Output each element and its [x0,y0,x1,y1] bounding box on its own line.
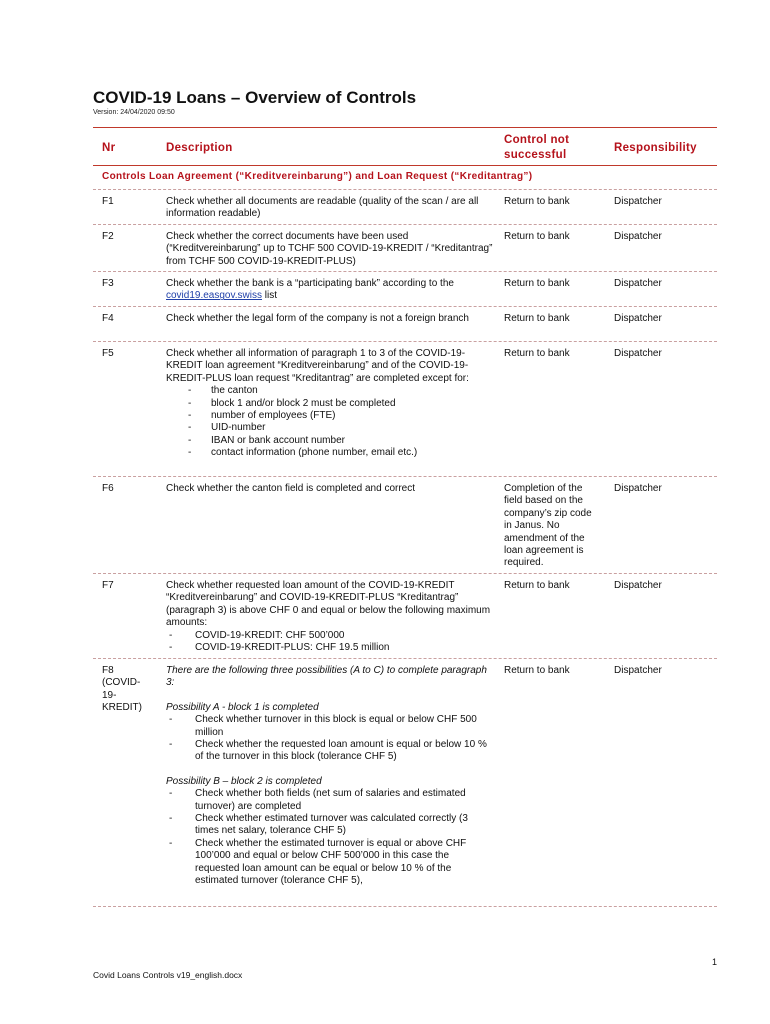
row-f1-nr: F1 [102,196,114,207]
row-divider [93,224,717,225]
list-item: - Check whether both fields (net sum of salaries and estimated turnover) are completed [166,788,494,813]
page-number: 1 [712,957,718,967]
row-f7-responsibility: Dispatcher [614,580,662,591]
list-item: - Check whether estimated turnover was calculated correctly (3 times net salary, tolerance CHF 5) [166,813,494,838]
header-control-line2: successful [504,149,567,161]
list-item: - block 1 and/or block 2 must be completed [166,398,494,410]
row-f5-nr: F5 [102,348,114,359]
row-f4-responsibility: Dispatcher [614,313,662,324]
header-bottom-rule [93,165,717,166]
row-divider [93,306,717,307]
footer-filename: Covid Loans Controls v19_english.docx [93,970,243,980]
row-f3-nr: F3 [102,278,114,289]
list-item: - the canton [166,385,494,397]
row-divider [93,271,717,272]
row-divider [93,341,717,342]
row-f2-nr: F2 [102,231,114,242]
row-f4-nr: F4 [102,313,114,324]
row-f2-responsibility: Dispatcher [614,231,662,242]
possibility-b-list [166,788,494,887]
header-nr: Nr [102,142,116,154]
row-f6-nr: F6 [102,483,114,494]
row-f3-desc-text: Check whether the bank is a “participating bank” according to the [166,278,454,289]
row-f5-description [166,348,494,460]
row-f8-nr: F8 (COVID-19-KREDIT) [102,665,142,714]
row-f1-responsibility: Dispatcher [614,196,662,207]
list-item: - UID-number [166,422,494,434]
list-item: - Check whether the requested loan amount is equal or below 10 % of the turnover in this block (tolerance CHF 5) [166,739,494,764]
row-f8-responsibility: Dispatcher [614,665,662,676]
section-heading: Controls Loan Agreement (“Kreditvereinbarung”) and Loan Request (“Kreditantrag”) [102,171,533,182]
row-f8-control: Return to bank [504,665,570,676]
row-f2-description: Check whether the correct documents have been used (“Kreditvereinbarung” up to TCHF 500 COVID-19-KREDIT / “Kreditantrag” from TCHF 500 COVID-19-KREDIT-PLUS) [166,231,493,267]
row-f1-control: Return to bank [504,196,570,207]
header-responsibility: Responsibility [614,142,697,154]
row-f8-intro: There are the following three possibilities (A to C) to complete paragraph 3: [166,665,487,689]
row-f5-desc-text: Check whether all information of paragraph 1 to 3 of the COVID-19-KREDIT loan agreement “Kreditvereinbarung” and of the COVID-19-KREDIT-PLUS loan request “Kreditantrag” are completed except for: [166,348,469,384]
row-f6-control: Completion of the field based on the company’s zip code in Janus. No amendment of the loan agreement is required. [504,483,592,569]
row-f8-description [166,665,494,888]
row-f3-responsibility: Dispatcher [614,278,662,289]
row-f7-description [166,580,494,654]
row-f6-description: Check whether the canton field is completed and correct [166,483,416,494]
participating-banks-link[interactable]: covid19.easgov.swiss [166,290,262,302]
row-divider [93,189,717,190]
list-item: - IBAN or bank account number [166,435,494,447]
header-control-line1: Control not [504,134,570,146]
possibility-a-heading: Possibility A - block 1 is completed [166,701,319,713]
row-f5-responsibility: Dispatcher [614,348,662,359]
table-bottom-rule [93,906,717,907]
list-item: - contact information (phone number, email etc.) [166,447,494,459]
list-item: - COVID-19-KREDIT: CHF 500’000 [166,630,494,642]
row-f7-amounts-list [166,630,494,655]
header-description: Description [166,142,233,154]
row-f4-control: Return to bank [504,313,570,324]
version-stamp: Version: 24/04/2020 09:50 [93,109,175,116]
list-item: - Check whether turnover in this block is equal or below CHF 500 million [166,714,494,739]
row-f3-desc-suffix: list [261,290,277,302]
row-divider [93,658,717,659]
row-f5-exceptions-list [166,385,494,459]
document-title: COVID-19 Loans – Overview of Controls [93,88,417,107]
row-f2-control: Return to bank [504,231,570,242]
row-f7-control: Return to bank [504,580,570,591]
row-f7-desc-text: Check whether requested loan amount of the COVID-19-KREDIT “Kreditvereinbarung” and COVID-19-KREDIT-PLUS “Kreditantrag” (paragraph 3) is above CHF 0 and equal or below the following maximum amounts: [166,580,491,629]
row-f7-nr: F7 [102,580,114,591]
row-f3-description [166,278,494,303]
row-f3-control: Return to bank [504,278,570,289]
possibility-b-heading: Possibility B – block 2 is completed [166,775,322,787]
list-item: - COVID-19-KREDIT-PLUS: CHF 19.5 million [166,642,494,654]
row-f1-description: Check whether all documents are readable (quality of the scan / are all information readable) [166,196,479,220]
possibility-a-list [166,714,494,764]
row-f4-description: Check whether the legal form of the company is not a foreign branch [166,313,469,324]
table-top-rule [93,127,717,128]
row-divider [93,476,717,477]
list-item: - number of employees (FTE) [166,410,494,422]
list-item: - Check whether the estimated turnover is equal or above CHF 100’000 and equal or below CHF 500’000 in this case the requested loan amount can be equal or below 10 % of the estimated turnover (tolerance CHF 5), [166,838,494,888]
row-f6-responsibility: Dispatcher [614,483,662,494]
row-divider [93,573,717,574]
row-f5-control: Return to bank [504,348,570,359]
